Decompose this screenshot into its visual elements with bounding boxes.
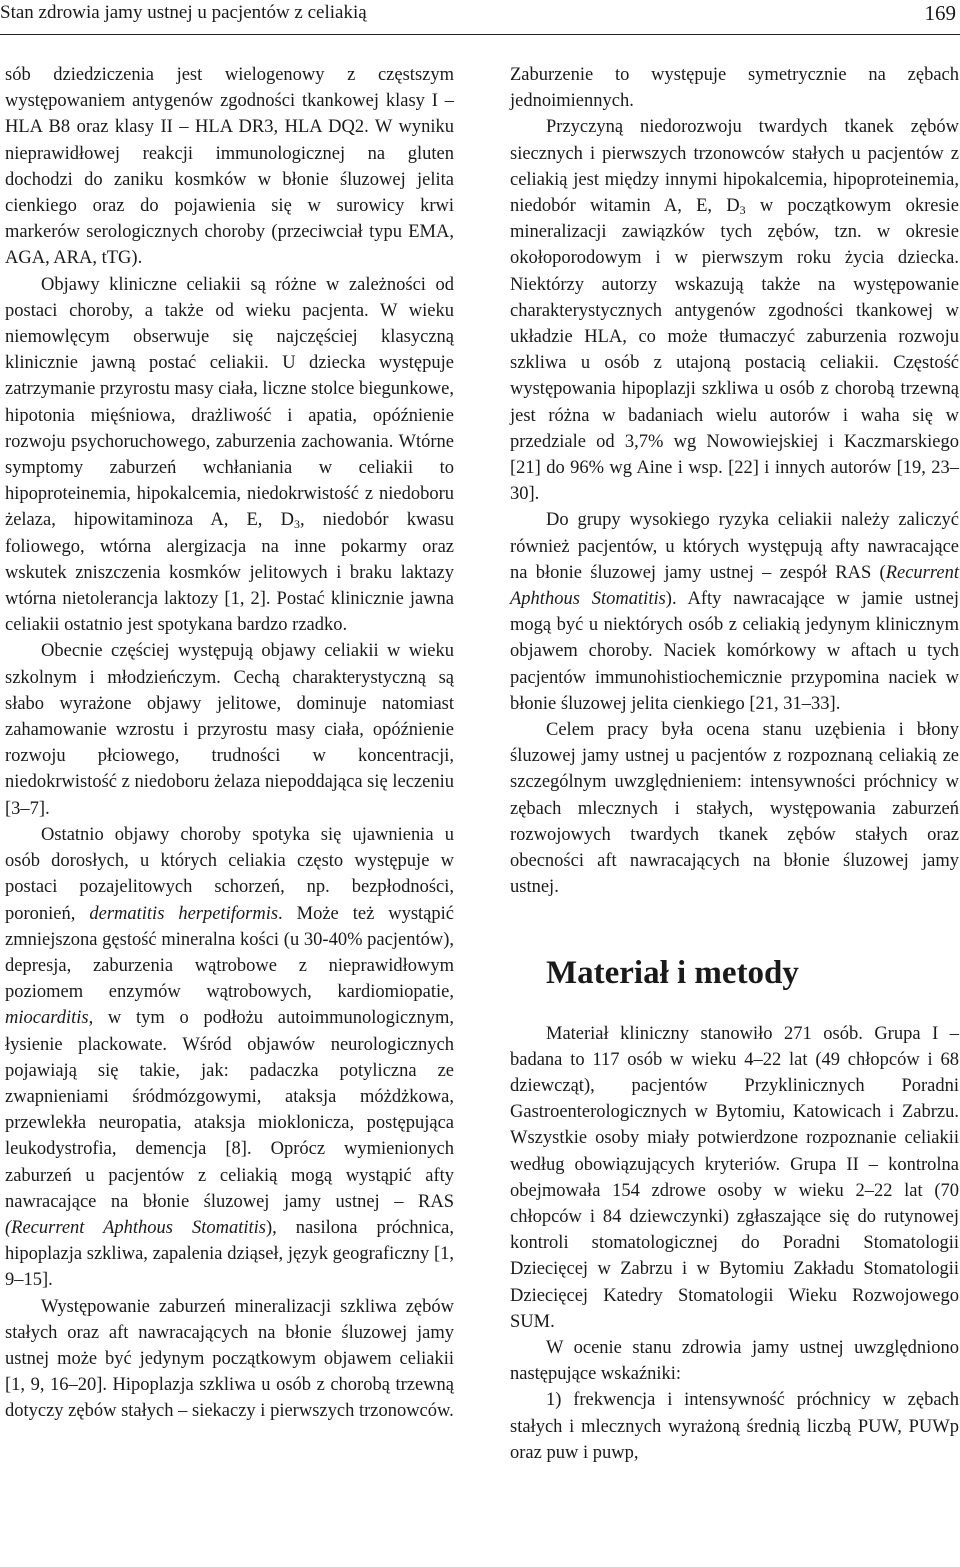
right-column	[510, 62, 959, 1466]
running-title: Stan zdrowia jamy ustnej u pacjentów z celiakią	[0, 2, 367, 23]
paragraph: 1) frekwencja i intensywność próchnicy w zębach stałych i mlecznych wyrażoną średnią liczbą PUW, PUWp oraz puw i puwp,	[510, 1390, 959, 1463]
paragraph: Do grupy wysokiego ryzyka celiakii należy zaliczyć również pacjentów, u których występują afty nawracające na błonie śluzowej jamy ustnej – zespół RAS (Recurrent Aphthous Stomatitis). Afty nawracające w jamie ustnej mogą być u niektórych osób z celiakią jedynym klinicznym objawem choroby. Naciek komórkowy w aftach u tych pacjentów immunohistiochemicznie przypomina naciek w błonie śluzowej jelita cienkiego [21, 31–33].	[510, 510, 959, 714]
paragraph: sób dziedziczenia jest wielogenowy z częstszym występowaniem antygenów zgodności tkankowej klasy I – HLA B8 oraz klasy II – HLA DR3, HLA DQ2. W wyniku nieprawidłowej reakcji immunologicznej na gluten dochodzi do zaniku kosmków w błonie śluzowej jelita cienkiego oraz do pojawienia się w surowicy krwi markerów serologicznych choroby (przeciwciał typu EMA, AGA, ARA, tTG).	[5, 65, 454, 269]
paragraph: W ocenie stanu zdrowia jamy ustnej uwzględniono następujące wskaźniki:	[510, 1337, 959, 1385]
paragraph: Ostatnio objawy choroby spotyka się ujawnienia u osób dorosłych, u których celiakia często występuje w postaci pozajelitowych schorzeń, np. bezpłodności, poronień, dermatitis herpetiformis. Może też wystąpić zmniejszona gęstość mineralna kości (u 30-40% pacjentów), depresja, zaburzenia wątrobowe z nieprawidłowym poziomem enzymów wątrobowych, kardiomiopatie, miocarditis, w tym o podłożu autoimmunologicznym, łysienie plackowate. Wśród objawów neurologicznych pojawiają się takie, jak: padaczka potyliczna ze zwapnieniami śródmózgowymi, ataksja móżdżkowa, przewlekła neuropatia, ataksja mioklonicza, postępująca leukodystrofia, demencja [8]. Oprócz wymienionych zaburzeń u pacjentów z celiakią mogą wystąpić afty nawracające na błonie śluzowej jamy ustnej – RAS (Recurrent Aphthous Stomatitis), nasilona próchnica, hipoplazja szkliwa, zapalenia dziąseł, język geograficzny [1, 9–15].	[5, 824, 455, 1291]
paragraph: Objawy kliniczne celiakii są różne w zależności od postaci choroby, a także od wieku pacjenta. W wieku niemowlęcym obserwuje się najczęściej klasyczną klinicznie jawną postać celiakii. U dziecka występuje zatrzymanie przyrostu masy ciała, liczne stolce biegunkowe, hipotonia mięśniowa, drażliwość i apatia, opóźnienie rozwoju psychoruchowego, zaburzenia zachowania. Wtórne symptomy zaburzeń wchłaniania w celiakii to hipoproteinemia, hipokalcemia, niedokrwistość z niedoboru żelaza, hipowitaminoza A, E, $D_3$, niedobór kwasu foliowego, wtórna alergizacja na inne pokarmy oraz wskutek zniszczenia kosmków jelitowych i braku laktazy wtórna nietolerancja laktozy [1, 2]. Postać klinicznie jawna celiakii ostatnio jest spotykana bardzo rzadko.	[5, 274, 454, 636]
paragraph: Przyczyną niedorozwoju twardych tkanek zębów siecznych i pierwszych trzonowców stałych u pacjentów z celiakią jest między innymi hipokalcemia, hipoproteinemia, niedobór witamin A, E, $D_3$ w początkowym okresie mineralizacji zawiązków tych zębów, tzn. w okresie okołoporodowym i w pierwszym roku życia dziecka. Niektórzy autorzy wskazują także na występowanie charakterystycznych antygenów zgodności tkankowej w układzie HLA, co może tłumaczyć zaburzenia rozwoju szkliwa u osób z utajoną postacią celiakii. Częstość występowania hipoplazji szkliwa u osób z chorobą trzewną jest różna w badaniach wielu autorów i waha się w przedziale od 3,7% wg Nowowiejskiej i Kaczmarskiego [21] do 96% wg Aine i wsp. [22] i innych autorów [19, 23–30].	[510, 117, 959, 505]
paragraph: Celem pracy była ocena stanu uzębienia i błony śluzowej jamy ustnej u pacjentów z rozpoznaną celiakią ze szczególnym uwzględnieniem: intensywności próchnicy w zębach mlecznych i stałych, występowania zaburzeń rozwojowych twardych tkanek zębów stałych oraz obecności aft nawracających na błonie śluzowej jamy ustnej.	[510, 720, 959, 898]
running-header	[0, 0, 960, 40]
page-number: 169	[924, 1, 956, 25]
paragraph: Występowanie zaburzeń mineralizacji szkliwa zębów stałych oraz aft nawracających na błonie śluzowej jamy ustnej może być jedynym początkowym objawem celiakii [1, 9, 16–20]. Hipoplazja szkliwa u osób z chorobą trzewną dotyczy zębów stałych – siekaczy i pierwszych trzonowców.	[5, 1296, 454, 1422]
paragraph: Materiał kliniczny stanowiło 271 osób. Grupa I – badana to 117 osób w wieku 4–22 lat (49 chłopców i 68 dziewcząt), pacjentów Przyklinicznych Poradni Gastroenterologicznych w Bytomiu, Katowicach i Zabrzu. Wszystkie osoby miały potwierdzone rozpoznanie celiakii według obowiązujących kryteriów. Grupa II – kontrolna obejmowała 154 zdrowe osoby w wieku 2–22 lat (70 chłopców i 84 dziewczynki) zgłaszające się do rutynowej kontroli stomatologicznej do Poradni Stomatologii Dziecięcej w Zabrzu i w Bytomiu Zakładu Stomatologii Dziecięcej Katedry Stomatologii Wieku Rozwojowego SUM.	[510, 1023, 959, 1332]
paragraph: Obecnie częściej występują objawy celiakii w wieku szkolnym i młodzieńczym. Cechą charakterystyczną są słabo wyrażone objawy jelitowe, dominuje natomiast zahamowanie wzrostu i przyrostu masy ciała, opóźnienie rozwoju płciowego, trudności w koncentracji, niedokrwistość z niedoboru żelaza niepoddająca się leczeniu [3–7].	[5, 641, 454, 819]
left-column	[5, 62, 454, 1425]
header-rule	[0, 34, 960, 35]
section-heading: Materiał i metody	[546, 954, 799, 991]
paragraph: Zaburzenie to występuje symetrycznie na zębach jednoimiennych.	[510, 65, 959, 112]
